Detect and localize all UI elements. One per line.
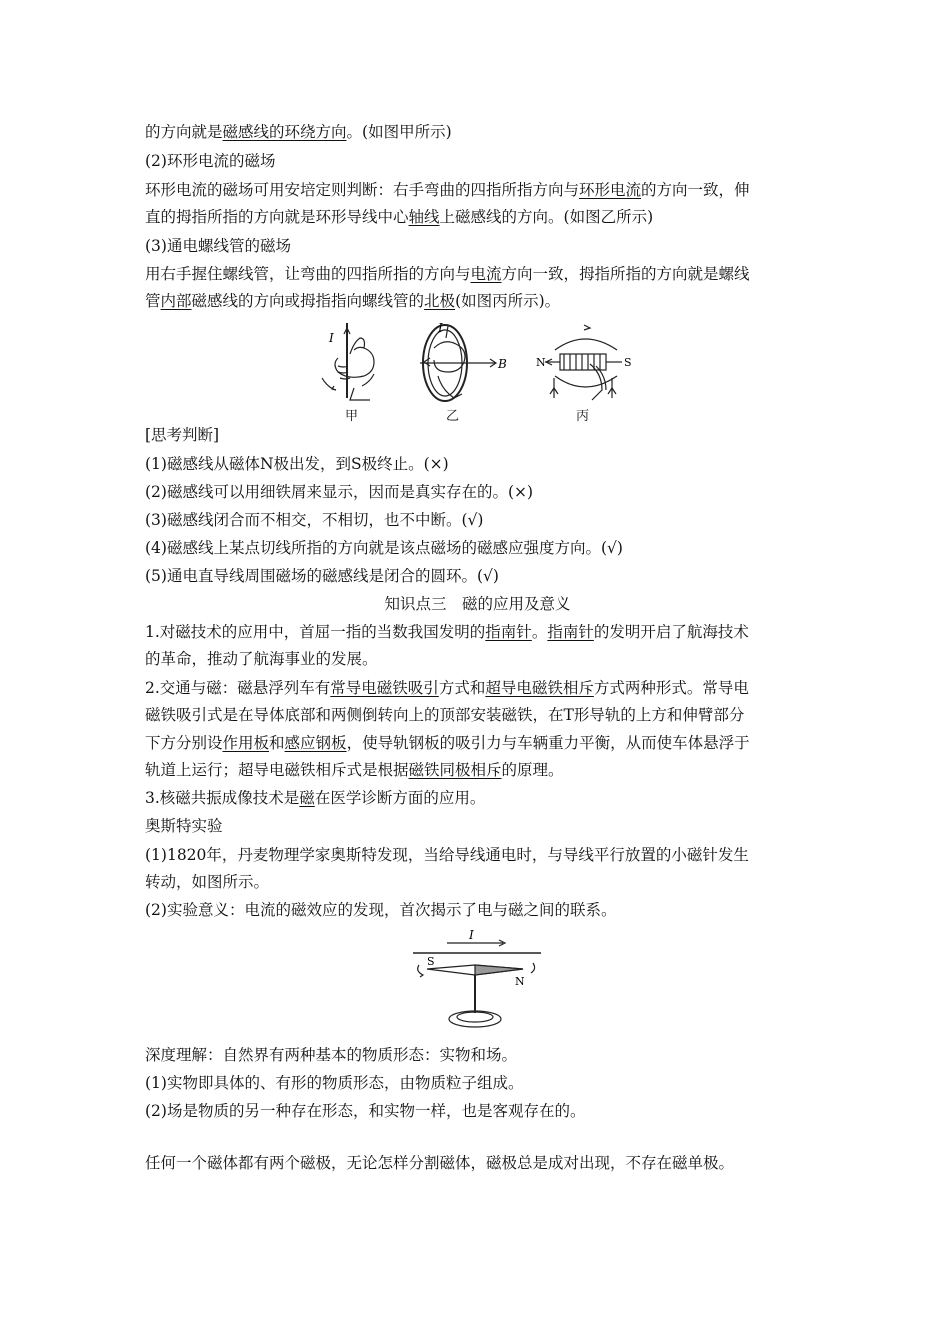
section-title: 知识点三 磁的应用及意义 [384,595,571,613]
text-span: 2.交通与磁：磁悬浮列车有 [145,679,331,697]
label-N-solenoid: N [536,356,546,369]
text-span: 下方分别设 [145,734,223,752]
oersted-line-3: (2)实验意义：电流的磁效应的发现，首次揭示了电与磁之间的联系。 [145,901,617,919]
caption-bing: 丙 [576,409,590,424]
label-B: B [498,357,507,371]
text-span: 磁感线的方向或拇指指向螺线管的 [191,292,425,310]
underlined-term: 磁 [299,789,315,807]
deep-line-2: (2)场是物质的另一种存在形态，和实物一样，也是客观存在的。 [145,1102,586,1120]
text-span: 直的拇指所指的方向就是环形导线中心 [145,208,409,226]
label-I-yi: I [438,321,443,335]
text-line-ring-1 [145,180,810,200]
underlined-term: 指南针 [485,623,532,641]
text-span: 上磁感线的方向。(如图乙所示) [439,208,654,226]
text-span: 。(如图甲所示) [346,123,452,141]
text-span: 在医学诊断方面的应用。 [314,789,486,807]
label-N-needle: N [515,975,525,988]
think-item-4: (4)磁感线上某点切线所指的方向就是该点磁场的磁感应强度方向。(√) [145,539,623,557]
text-line-ring-2 [145,207,810,227]
oersted-line-2: 转动，如图所示。 [145,873,270,891]
app-2-line-3 [145,733,810,753]
underlined-term: 北极 [424,292,456,310]
text-line-solenoid-2 [145,291,810,311]
text-span: 和 [269,734,285,752]
underlined-term: 作用板 [222,734,270,752]
heading-solenoid: (3)通电螺线管的磁场 [145,237,291,255]
label-I-current: I [469,928,474,942]
underlined-term: 磁感线的环绕方向 [222,123,347,141]
underlined-term: 电流 [470,265,502,283]
think-title: [思考判断] [145,426,220,444]
right-hand-rule-figure [310,318,650,418]
text-span: 的发明开启了航海技术 [593,623,749,641]
text-span: 方式和 [438,679,486,697]
text-span: 3.核磁共振成像技术是 [145,789,300,807]
deep-title: 深度理解：自然界有两种基本的物质形态：实物和场。 [145,1046,518,1064]
text-span: 的原理。 [501,761,564,779]
app-2-line-2: 磁铁吸引式是在导体底部和两侧倒转向上的顶部安装磁铁，在T形导轨的上方和伸臂部分 [145,706,745,724]
underlined-term: 感应钢板 [284,734,347,752]
underlined-term: 超导电磁铁相斥 [485,679,594,697]
text-line-direction [145,122,810,142]
underlined-term: 轴线 [408,208,440,226]
underlined-term: 内部 [160,292,192,310]
oersted-line-1: (1)1820年，丹麦物理学家奥斯特发现，当给导线通电时，与导线平行放置的小磁针发生 [145,846,749,864]
think-item-2: (2)磁感线可以用细铁屑来显示，因而是真实存在的。(×) [145,483,534,501]
think-item-5: (5)通电直导线周围磁场的磁感线是闭合的圆环。(√) [145,567,499,585]
text-span: 方向一致，拇指所指的方向就是螺线 [501,265,750,283]
label-S-needle: S [427,955,435,968]
text-span: 。 [531,623,548,641]
caption-yi: 乙 [446,409,460,424]
app-1-line-2: 的革命，推动了航海事业的发展。 [145,650,378,668]
think-item-1: (1)磁感线从磁体N极出发，到S极终止。(×) [145,455,449,473]
app-1-line-1 [145,622,810,642]
text-span: 方式两种形式。常导电 [593,679,749,697]
figure-yi-ring-current [420,325,496,401]
app-3-line [145,788,810,808]
think-item-3: (3)磁感线闭合而不相交，不相切，也不中断。(√) [145,511,484,529]
label-S-solenoid: S [624,356,632,369]
figure-bing-solenoid [545,325,622,400]
text-line-solenoid-1 [145,264,810,284]
text-span: 环形电流的磁场可用安培定则判断：右手弯曲的四指所指方向与 [145,181,580,199]
text-span: ，使导轨钢板的吸引力与车辆重力平衡，从而使车体悬浮于 [346,734,750,752]
final-note: 任何一个磁体都有两个磁极，无论怎样分割磁体，磁极总是成对出现，不存在磁单极。 [145,1154,735,1172]
underlined-term: 环形电流 [579,181,642,199]
oersted-title: 奥斯特实验 [145,817,223,835]
app-2-line-4 [145,760,810,780]
oersted-figure [405,925,545,1037]
label-I-jia: I [329,331,334,345]
text-span: 的方向一致，伸 [641,181,750,199]
deep-line-1: (1)实物即具体的、有形的物质形态，由物质粒子组成。 [145,1074,524,1092]
text-span: 轨道上运行；超导电磁铁相斥式是根据 [145,761,409,779]
underlined-term: 常导电磁铁吸引 [330,679,439,697]
text-span: 1.对磁技术的应用中，首屈一指的当数我国发明的 [145,623,486,641]
text-span: (如图丙所示)。 [455,292,561,310]
caption-jia: 甲 [345,409,359,424]
underlined-term: 指南针 [547,623,594,641]
underlined-term: 磁铁同极相斥 [408,761,502,779]
text-span: 管 [145,292,161,310]
heading-ring-current: (2)环形电流的磁场 [145,152,276,170]
text-span: 用右手握住螺线管，让弯曲的四指所指的方向与 [145,265,471,283]
app-2-line-1 [145,678,810,698]
text-span: 的方向就是 [145,123,223,141]
